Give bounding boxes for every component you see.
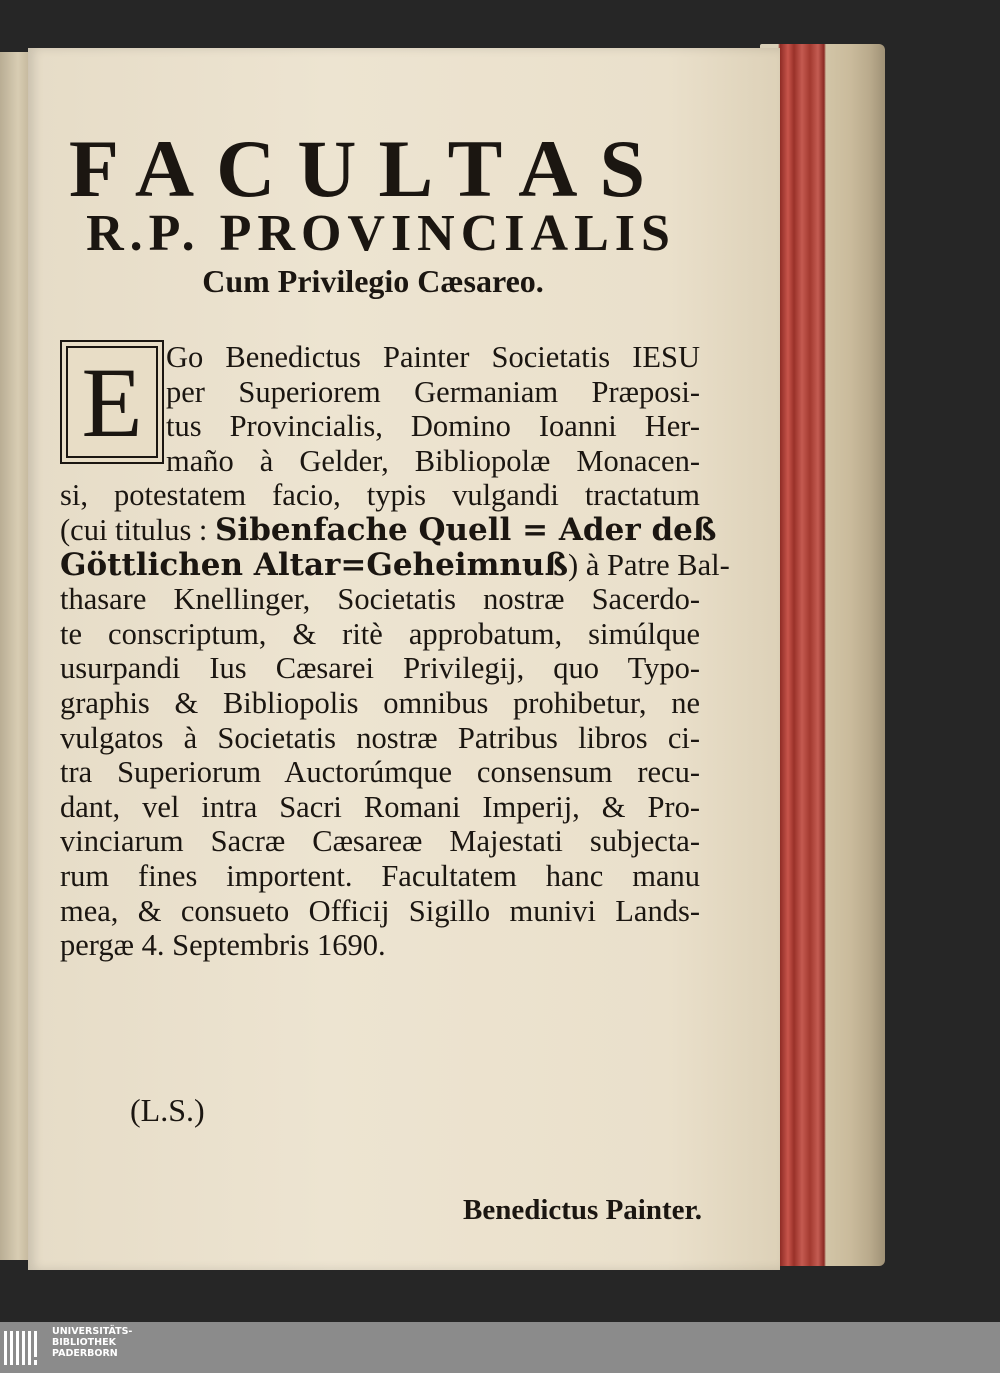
text-line [60,511,717,548]
library-name [52,1326,212,1359]
text-line: pergæ 4. Septembris 1690. [60,928,386,963]
body-text [60,340,730,963]
text-fragment: (cui titulus : [60,512,216,547]
library-name-line: PADERBORN [52,1348,118,1359]
text-fragment: ) à Patre Bal- [568,547,730,582]
text-line: graphis & Bibliopolis omnibus prohibetur, ne [60,685,700,720]
library-name-line: BIBLIOTHEK [52,1337,116,1348]
text-line: usurpandi Ius Cæsarei Privilegij, quo Typo- [60,651,700,686]
text-line: maño à Gelder, Bibliopolæ Monacen- [166,443,700,478]
signature: Benedictus Painter. [463,1194,702,1226]
page-subtitle: R.P. PROVINCIALIS [86,205,676,262]
text-line: vinciarum Sacræ Cæsareæ Majestati subjecta- [60,824,700,859]
text-line: rum fines importent. Facultatem hanc manu [60,858,700,893]
privilege-line: Cum Privilegio Cæsareo. [202,263,544,299]
text-line: thasare Knellinger, Societatis nostræ Sacerdo- [60,582,700,617]
text-line: dant, vel intra Sacri Romani Imperij, & Pro- [60,789,700,824]
text-line: tus Provincialis, Domino Ioanni Her- [166,409,700,444]
library-name-line: UNIVERSITÄTS- [52,1326,133,1337]
text-line: Go Benedictus Painter Societatis IESU [166,340,700,374]
text-line: vulgatos à Societatis nostræ Patribus libros ci- [60,720,700,755]
text-line: te conscriptum, & ritè approbatum, simúlque [60,616,700,651]
page-title: FACULTAS [68,123,668,214]
text-line: per Superiorem Germaniam Præposi- [166,374,700,409]
gothic-title: Sibenfache Quell = Ader deß [215,511,717,548]
text-line: mea, & consueto Officij Sigillo munivi Lands- [60,893,700,928]
seal-mark: (L.S.) [130,1092,205,1128]
text-line: si, potestatem facio, typis vulgandi tractatum [60,478,700,513]
book-page [28,48,780,1270]
drop-cap: E [60,340,164,464]
text-line: tra Superiorum Auctorúmque consensum recu- [60,755,700,790]
library-logo-icon [4,1327,44,1369]
gothic-title: Göttlichen Altar=Geheimnuß [60,546,569,583]
text-line [60,546,730,583]
